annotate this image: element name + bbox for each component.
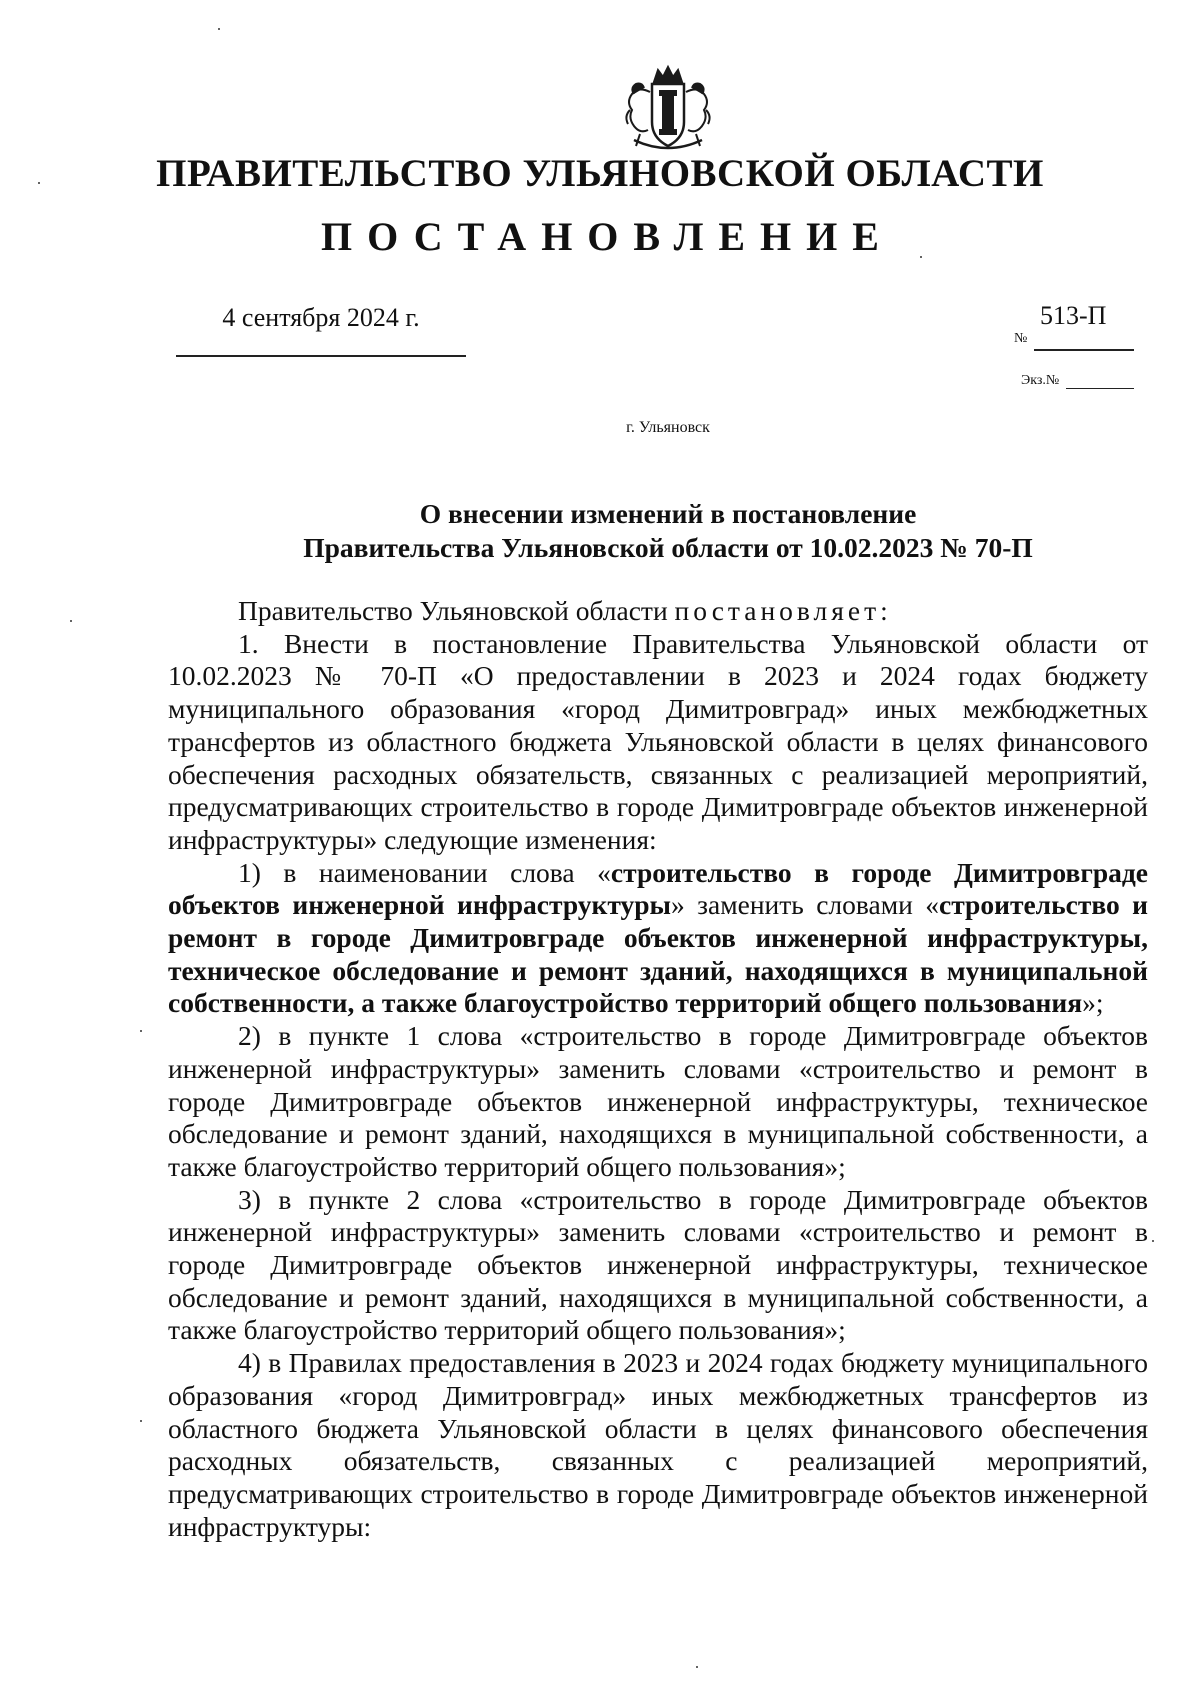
city: г. Ульяновск [626,419,710,436]
preamble [168,595,1148,628]
scan-speck [696,1666,698,1668]
preamble-end: : [880,595,888,626]
subitem-1 [168,857,1148,1021]
scan-speck [920,256,922,258]
scan-speck [140,1420,142,1422]
scan-speck [218,28,220,30]
number-label: № [1014,331,1028,346]
coat-of-arms-icon [616,64,720,156]
document-type: ПОСТАНОВЛЕНИЕ [321,214,894,259]
document-body [168,595,1148,1543]
subitem-1-part-e: »; [1082,987,1104,1019]
subitem-1-old-words: строительство в городе Димитровграде объектов инженерной инфраструктуры [168,856,1148,921]
item-1: 1. Внести в постановление Правительства Ульяновской области от 10.02.2023 № 70-П «О предоставлении в 2023 и 2024 годах бюджету муниципального образования «город Димитровград» иных межбюджетных трансфертов из областного бюджета Ульяновской области в целях финансового обеспечения расходных обязательств, связанных с реализацией мероприятий, предусматривающих строительство в городе Димитровграде объектов инженерной инфраструктуры» следующие изменения: [168,627,1148,855]
scan-speck [70,620,72,622]
subitem-3: 3) в пункте 2 слова «строительство в городе Димитровграде объектов инженерной инфраструктуры» заменить словами «строительство и ремонт в городе Димитровграде объектов инженерной инфраструктуры, техническое обследование и ремонт зданий, находящихся в муниципальной собственности, а также благоустройство территорий общего пользования»; [168,1183,1148,1346]
subitem-1-new-words: строительство и ремонт в городе Димитровграде объектов инженерной инфраструктуры, техническое обследование и ремонт зданий, находящихся в муниципальной собственности, а также благоустройство территорий общего пользования [168,889,1148,1019]
decree-date: 4 сентября 2024 г. [222,303,420,332]
scan-speck [140,1030,142,1032]
number-underline [1034,349,1134,351]
decree-number: 513-П [1040,301,1107,330]
preamble-lead: Правительство Ульяновской области [238,595,668,626]
preamble-verb: постановляет [674,595,881,626]
document-title [0,497,1200,565]
organization-name: ПРАВИТЕЛЬСТВО УЛЬЯНОВСКОЙ ОБЛАСТИ [156,152,1044,195]
title-line-2: Правительства Ульяновской области от 10.02.2023 № 70-П [303,532,1033,563]
subitem-4: 4) в Правилах предоставления в 2023 и 2024 годах бюджету муниципального образования «город Димитровград» иных межбюджетных трансфертов из областного бюджета Ульяновской области в целях финансового обеспечения расходных обязательств, связанных с реализацией мероприятий, предусматривающих строительство в городе Димитровграде объектов инженерной инфраструктуры: [168,1347,1148,1542]
title-line-1: О внесении изменений в постановление [419,498,917,529]
scan-speck [1152,1240,1154,1242]
subitem-1-part-c: » заменить словами « [671,889,939,921]
scan-speck [38,182,40,184]
copy-number-underline [1066,388,1134,389]
date-underline [176,355,466,357]
copy-number-label: Экз.№ [1021,373,1060,388]
subitem-1-part-a: 1) в наименовании слова « [238,856,611,888]
subitem-2: 2) в пункте 1 слова «строительство в городе Димитровграде объектов инженерной инфраструктуры» заменить словами «строительство и ремонт в городе Димитровграде объектов инженерной инфраструктуры, техническое обследование и ремонт зданий, находящихся в муниципальной собственности, а также благоустройство территорий общего пользования»; [168,1020,1148,1182]
